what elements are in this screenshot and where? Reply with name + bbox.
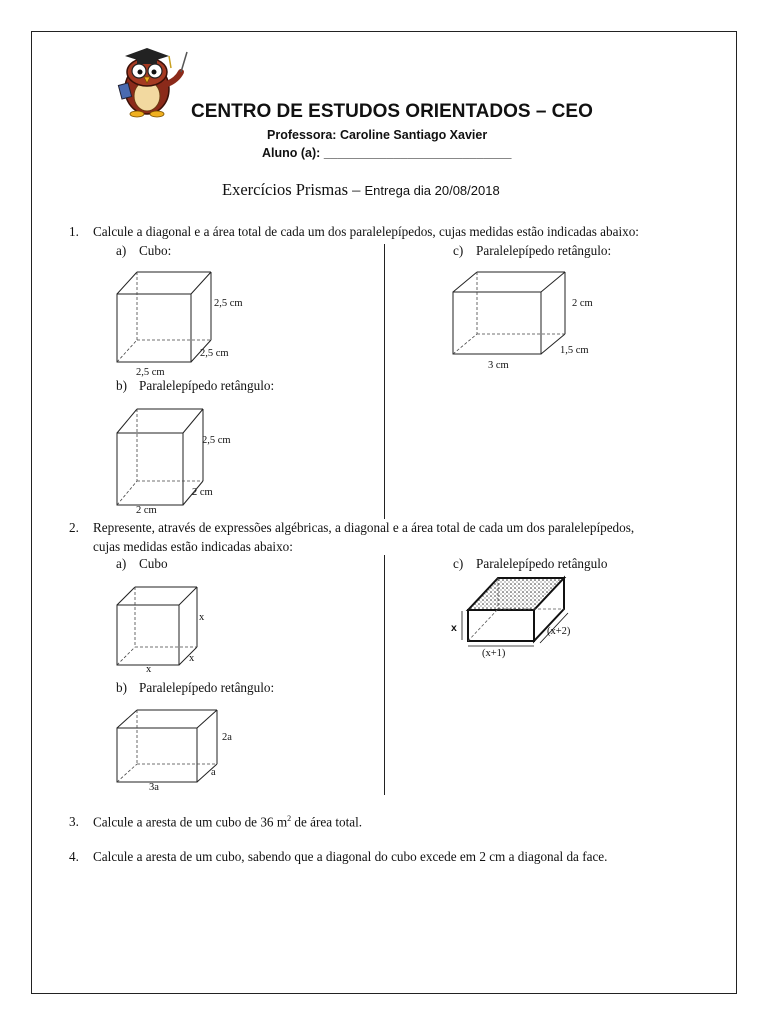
q2a-depth-label: x xyxy=(189,653,195,664)
q1a-width-label: 2,5 cm xyxy=(136,367,165,378)
q2c-height-label: x xyxy=(451,622,457,634)
q2a-title: Cubo xyxy=(139,556,168,571)
q2b-title: Paralelepípedo retângulo: xyxy=(139,680,275,695)
q2-number: 2. xyxy=(69,520,79,535)
q2-text-line1: Represente, através de expressões algébricas, a diagonal e a área total de cada um dos paralelepípedos, xyxy=(93,520,635,535)
school-name: CENTRO DE ESTUDOS ORIENTADOS – CEO xyxy=(191,101,593,122)
worksheet-title xyxy=(222,180,500,200)
q3-text-after: de área total. xyxy=(291,814,363,830)
q1b-height-label: 2,5 cm xyxy=(202,435,231,446)
q2b-height-label: 2a xyxy=(222,732,232,743)
q3-text-before: Calcule a aresta de um cubo de 36 m xyxy=(93,814,288,830)
q1b-letter: b) xyxy=(116,378,127,393)
cube-figure-2a xyxy=(115,585,200,667)
student-blank: ___________________________ xyxy=(323,146,512,160)
teacher-name: Professora: Caroline Santiago Xavier xyxy=(267,128,488,142)
q1c-height-label: 2 cm xyxy=(572,298,593,309)
student-label: Aluno (a): xyxy=(262,146,321,160)
q4-number: 4. xyxy=(69,849,79,864)
q3-number: 3. xyxy=(69,814,79,829)
q1a-height-label: 2,5 cm xyxy=(214,298,243,309)
q3-text xyxy=(93,814,362,830)
owl-graduate-icon xyxy=(115,44,195,119)
column-divider-1 xyxy=(384,244,385,519)
q1-text: Calcule a diagonal e a área total de cada um dos paralelepípedos, cujas medidas estão indicadas abaixo: xyxy=(93,224,639,239)
student-field[interactable] xyxy=(262,146,512,160)
q2-text-line2: cujas medidas estão indicadas abaixo: xyxy=(93,539,293,554)
q1c-width-label: 3 cm xyxy=(488,360,509,371)
q1a-letter: a) xyxy=(116,243,127,258)
q1c-letter: c) xyxy=(453,243,464,258)
q3-superscript: 2 xyxy=(287,814,292,823)
box-figure-2b xyxy=(115,708,220,784)
q1b-title: Paralelepípedo retângulo: xyxy=(139,378,275,393)
q1c-title: Paralelepípedo retângulo: xyxy=(476,243,612,258)
q4-text: Calcule a aresta de um cubo, sabendo que a diagonal do cubo excede em 2 cm a diagonal da face. xyxy=(93,849,608,864)
q2c-title: Paralelepípedo retângulo xyxy=(476,556,608,571)
q2a-letter: a) xyxy=(116,556,127,571)
q2c-depth-label: (x+2) xyxy=(547,626,571,637)
column-divider-2 xyxy=(384,555,385,795)
q2c-width-label: (x+1) xyxy=(482,648,506,659)
q2b-width-label: 3a xyxy=(149,782,159,793)
q1-number: 1. xyxy=(69,224,79,239)
q2a-height-label: x xyxy=(199,612,205,623)
q2c-letter: c) xyxy=(453,556,464,571)
q1b-width-label: 2 cm xyxy=(136,505,157,516)
q2b-letter: b) xyxy=(116,680,127,695)
q2b-depth-label: a xyxy=(211,767,216,778)
title-due: Entrega dia 20/08/2018 xyxy=(364,183,500,198)
box-figure-1c xyxy=(451,270,571,358)
q1a-depth-label: 2,5 cm xyxy=(200,348,229,359)
q2a-width-label: x xyxy=(146,664,152,675)
title-main: Exercícios Prismas – xyxy=(222,180,361,199)
q1a-title: Cubo: xyxy=(139,243,172,258)
q1c-depth-label: 1,5 cm xyxy=(560,345,589,356)
q1b-depth-label: 2 cm xyxy=(192,487,213,498)
